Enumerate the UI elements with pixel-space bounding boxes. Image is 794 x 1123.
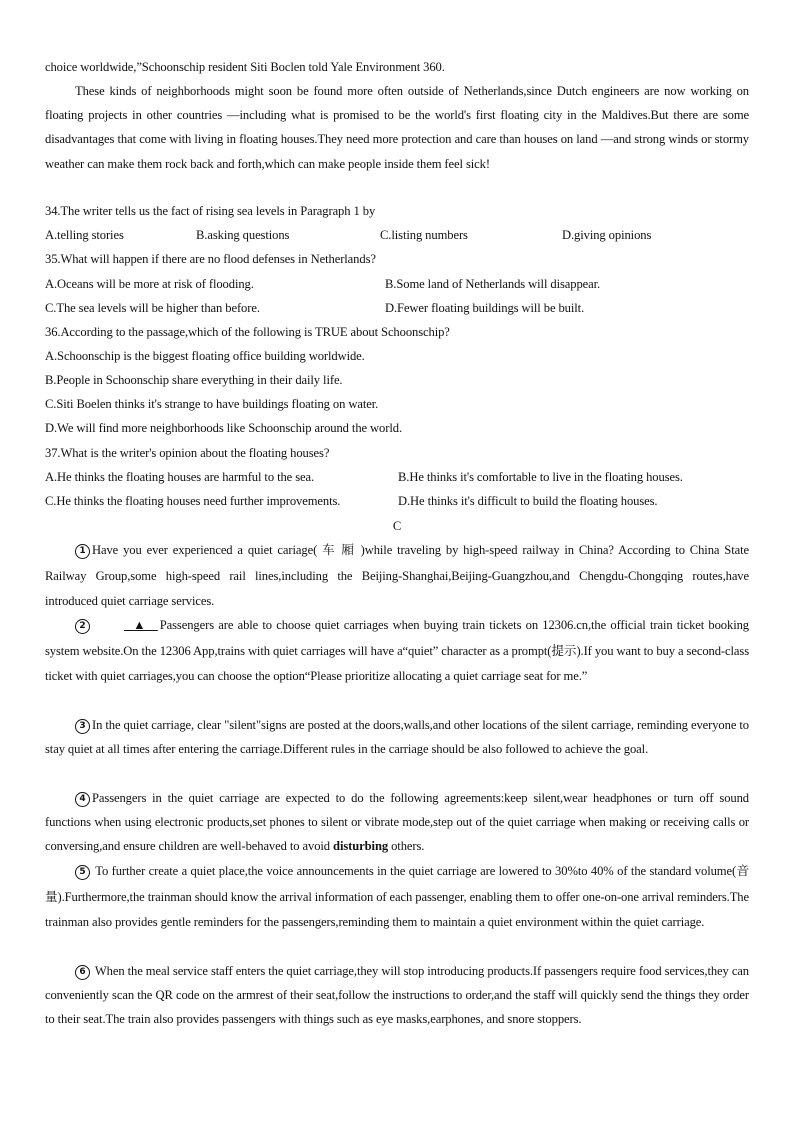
- q34-option-b: B.asking questions: [196, 228, 290, 242]
- q37-option-a: A.He thinks the floating houses are harmful to the sea.: [45, 470, 315, 484]
- q36-option-c: C.Siti Boelen thinks it's strange to have buildings floating on water.: [45, 397, 379, 411]
- intro-paragraph: These kinds of neighborhoods might soon be found more often outside of Netherlands,since Dutch engineers are now working on floating projects in other countries —including what is promised to be the world's first floating city in the Maldives.But there are some disadvantages that come with living in floating houses.They need more protection and care than houses on land —and strong winds or stormy weather can make them rock back and forth,which can make people inside them feel sick!: [45, 84, 749, 171]
- q36-option-a: A.Schoonschip is the biggest floating office building worldwide.: [45, 349, 365, 363]
- q34-option-d: D.giving opinions: [562, 228, 652, 242]
- question-36-stem: 36.According to the passage,which of the following is TRUE about Schoonschip?: [45, 325, 450, 339]
- triangle-icon: ▲: [133, 618, 146, 632]
- paragraph-2-text: Passengers are able to choose quiet carriages when buying train tickets on 12306.cn,the official train ticket booking system website.On the 12306 App,trains with quiet carriages will have a“quiet” character as a prompt(提示).If you want to buy a second-class ticket with quiet carriages,you can choose the option“Please prioritize allocating a quiet carriage seat for me.”: [45, 618, 749, 683]
- q35-option-d: D.Fewer floating buildings will be built.: [385, 301, 585, 315]
- q35-option-c: C.The sea levels will be higher than before.: [45, 301, 260, 315]
- passage-c-paragraph-5: [45, 859, 749, 936]
- blank-marker: [92, 613, 160, 639]
- paragraph-5-text: To further create a quiet place,the voice announcements in the quiet carriage are lowered to 30%to 40% of the standard volume(音量).Furthermore,the trainman should know the arrival information of each passenger, enabling them to offer one-on-one arrival reminders.The trainman also provides gentle reminders for the passengers,reminding them to maintain a quiet environment within the quiet carriage.: [45, 864, 749, 929]
- bold-word: disturbing: [333, 839, 389, 854]
- paragraph-number-4: 4: [75, 792, 90, 807]
- section-c-heading: C: [392, 519, 402, 533]
- paragraph-number-3: 3: [75, 719, 90, 734]
- question-37-stem: 37.What is the writer's opinion about the floating houses?: [45, 446, 330, 460]
- q34-option-a: A.telling stories: [45, 228, 124, 242]
- q37-option-b: B.He thinks it's comfortable to live in the floating houses.: [398, 470, 683, 484]
- q37-option-c: C.He thinks the floating houses need further improvements.: [45, 494, 341, 508]
- paragraph-6-text: When the meal service staff enters the quiet carriage,they will stop introducing products.If passengers require food services,they can conveniently scan the QR code on the armrest of their seat,follow the instructions to order,and the staff will quickly send the things they order to their seat.The train also provides passengers with things such as eye masks,earphones, and snore stoppers.: [45, 964, 749, 1027]
- q37-option-d: D.He thinks it's difficult to build the floating houses.: [398, 494, 658, 508]
- question-34-stem: 34.The writer tells us the fact of rising sea levels in Paragraph 1 by: [45, 204, 376, 218]
- paragraph-1-text: Have you ever experienced a quiet cariage( 车 厢 )while traveling by high-speed railway in China? According to China State Railway Group,some high-speed rail lines,including the Beijing-Shanghai,Beijing-Guangzhou,and Chengdu-Chongqing routes,have introduced quiet carriage services.: [45, 543, 749, 608]
- passage-c-paragraph-4: [45, 786, 749, 859]
- q36-option-d: D.We will find more neighborhoods like Schoonschip around the world.: [45, 421, 402, 435]
- intro-line: choice worldwide,”Schoonschip resident Siti Boclen told Yale Environment 360.: [45, 60, 445, 74]
- paragraph-number-1: 1: [75, 544, 90, 559]
- passage-c-paragraph-3: [45, 713, 749, 761]
- passage-c-paragraph-1: [45, 538, 749, 615]
- paragraph-4-text: Passengers in the quiet carriage are expected to do the following agreements:keep silent,wear headphones or turn off sound functions when using electronic products,set phones to silent or vibrate mode,step out of the quiet carriage when making or receiving calls or conversing,and ensure children are well-behaved to avoid: [45, 791, 749, 854]
- q34-option-c: C.listing numbers: [380, 228, 468, 242]
- paragraph-number-6: 6: [75, 965, 90, 980]
- passage-c-paragraph-2: [45, 613, 749, 690]
- question-35-stem: 35.What will happen if there are no flood defenses in Netherlands?: [45, 252, 376, 266]
- paragraph-4-text-end: others.: [388, 839, 425, 854]
- q35-option-b: B.Some land of Netherlands will disappear.: [385, 277, 601, 291]
- paragraph-number-2: 2: [75, 619, 90, 634]
- paragraph-number-5: 5: [75, 865, 90, 880]
- q36-option-b: B.People in Schoonschip share everything in their daily life.: [45, 373, 343, 387]
- q35-option-a: A.Oceans will be more at risk of flooding.: [45, 277, 254, 291]
- passage-c-paragraph-6: [45, 959, 749, 1032]
- paragraph-3-text: In the quiet carriage, clear "silent"signs are posted at the doors,walls,and other locations of the silent carriage, reminding everyone to stay quiet at all times after entering the carriage.Different rules in the carriage should be also followed to achieve the goal.: [45, 718, 749, 757]
